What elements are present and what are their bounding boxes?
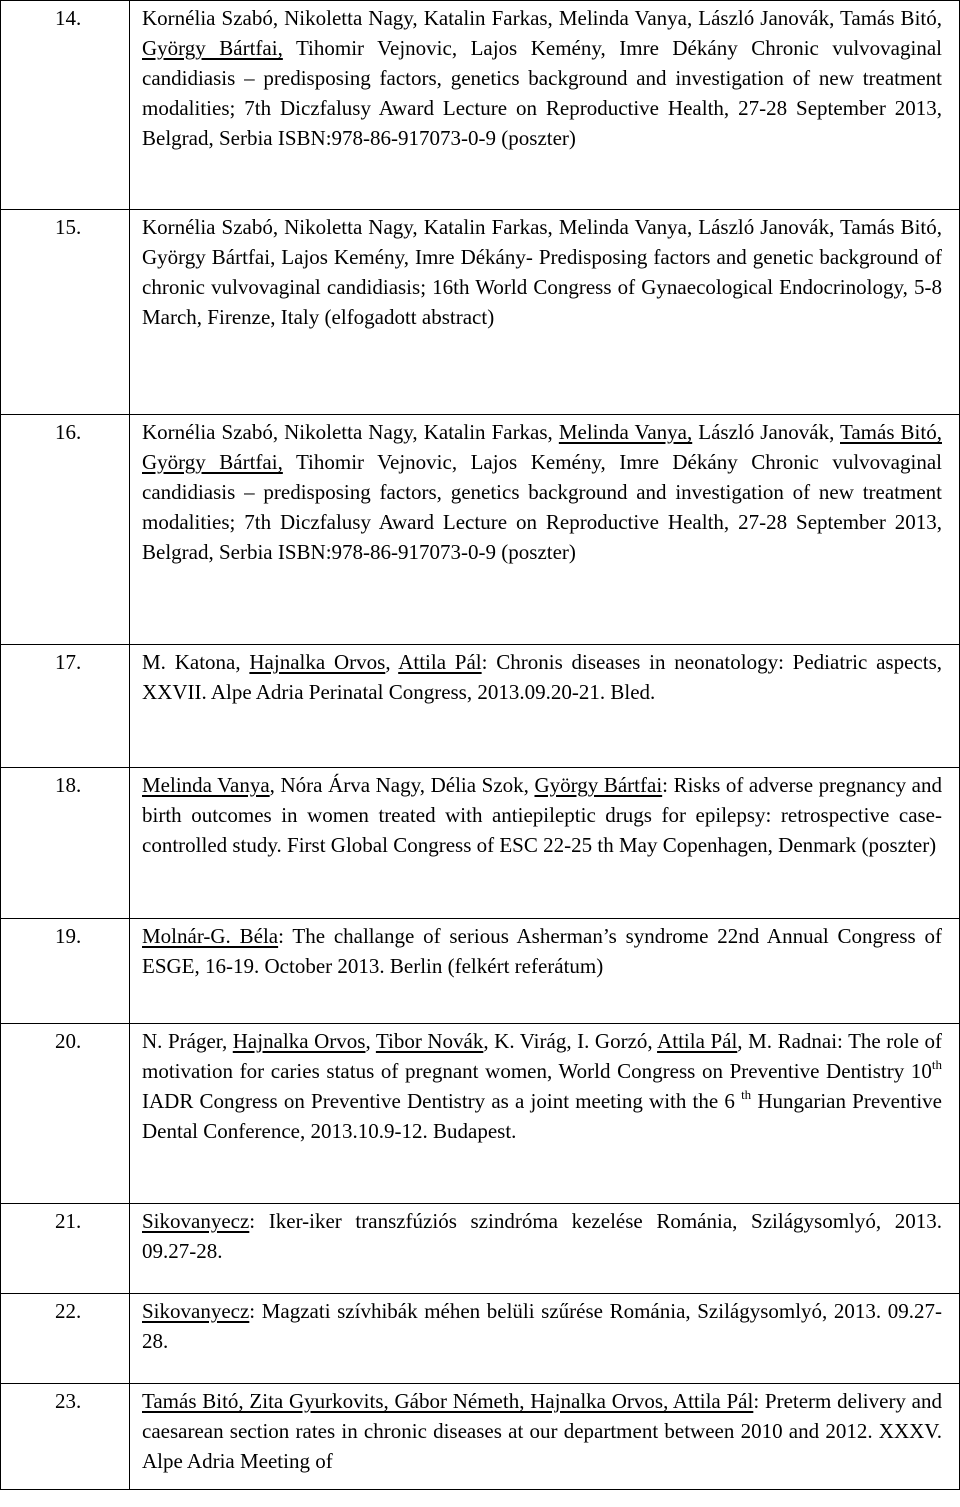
citation-text: Kornélia Szabó, Nikoletta Nagy, Katalin Farkas, bbox=[142, 420, 559, 444]
citation-text: : Risks of adverse pregnancy and birth outcomes in women treated with antiepileptic drugs for epilepsy: retrospective case-controlled study. First Global Congress of ESC 22-25 th May Copenhagen, Denmark (poszter) bbox=[142, 773, 942, 857]
underlined-author: Hajnalka Orvos bbox=[249, 650, 386, 674]
underlined-author: Attila Pál bbox=[398, 650, 482, 674]
publication-row bbox=[1, 645, 960, 768]
citation-text: Kornélia Szabó, Nikoletta Nagy, Katalin Farkas, Melinda Vanya, László Janovák, Tamás Bitó, bbox=[142, 6, 942, 30]
underlined-author: Tamás Bitó, Zita Gyurkovits, Gábor Németh, Hajnalka Orvos, Attila Pál bbox=[142, 1389, 754, 1413]
publication-citation bbox=[130, 1024, 960, 1204]
citation-text: : Iker-iker transzfúziós szindróma kezelése Románia, Szilágysomlyó, 2013. 09.27-28. bbox=[142, 1209, 942, 1263]
publication-row bbox=[1, 1384, 960, 1490]
citation-text: László Janovák, bbox=[692, 420, 840, 444]
underlined-author: Melinda Vanya, bbox=[558, 420, 693, 444]
publication-number: 22. bbox=[1, 1294, 130, 1384]
citation-text: IADR Congress on Preventive Dentistry as a joint meeting with the 6 bbox=[142, 1089, 742, 1113]
publication-row bbox=[1, 768, 960, 919]
citation-text: , K. Virág, I. Gorzó, bbox=[483, 1029, 658, 1053]
publication-citation bbox=[130, 415, 960, 645]
publication-number: 17. bbox=[1, 645, 130, 768]
publication-row bbox=[1, 210, 960, 415]
underlined-author: Tibor Novák bbox=[375, 1029, 484, 1053]
underlined-author: Sikovanyecz bbox=[142, 1299, 250, 1323]
publication-row bbox=[1, 1294, 960, 1384]
publication-citation bbox=[130, 1, 960, 210]
citation-text: M. Katona, bbox=[142, 650, 250, 674]
citation-text: Tihomir Vejnovic, Lajos Kemény, Imre Dékány Chronic vulvovaginal candidiasis – predisposing factors, genetics background and investigation of new treatment modalities; 7th Diczfalusy Award Lecture on Reproductive Health, 27-28 September 2013, Belgrad, Serbia ISBN:978-86-917073-0-9 (poszter) bbox=[142, 36, 942, 150]
underlined-author: György Bártfai bbox=[534, 773, 663, 797]
ordinal-superscript: th bbox=[741, 1087, 752, 1102]
citation-text: , bbox=[365, 1029, 376, 1053]
publication-citation bbox=[130, 1294, 960, 1384]
citation-text: : Magzati szívhibák méhen belüli szűrése Románia, Szilágysomlyó, 2013. 09.27-28. bbox=[142, 1299, 942, 1353]
publication-number: 19. bbox=[1, 919, 130, 1024]
publication-citation bbox=[130, 210, 960, 415]
publication-row bbox=[1, 1, 960, 210]
underlined-author: György Bártfai, bbox=[142, 450, 283, 474]
citation-text: , bbox=[385, 650, 399, 674]
citation-text: , Nóra Árva Nagy, Délia Szok, bbox=[269, 773, 535, 797]
publication-row bbox=[1, 1024, 960, 1204]
publication-number: 21. bbox=[1, 1204, 130, 1294]
citation-text: : The challange of serious Asherman’s syndrome 22nd Annual Congress of ESGE, 16-19. October 2013. Berlin (felkért referátum) bbox=[142, 924, 943, 978]
publication-number: 16. bbox=[1, 415, 130, 645]
publication-number: 20. bbox=[1, 1024, 130, 1204]
ordinal-superscript: th bbox=[931, 1057, 942, 1072]
underlined-author: György Bártfai, bbox=[142, 36, 283, 60]
publication-row bbox=[1, 415, 960, 645]
citation-text: : Preterm delivery and caesarean section rates in chronic diseases at our department between 2010 and 2012. XXXV. Alpe Adria Meeting of bbox=[142, 1389, 943, 1473]
publication-citation bbox=[130, 1384, 960, 1490]
publication-row bbox=[1, 1204, 960, 1294]
underlined-author: Molnár-G. Béla bbox=[142, 924, 279, 948]
citation-text: Hungarian Preventive Dental Conference, 2013.10.9-12. Budapest. bbox=[142, 1089, 942, 1143]
publication-number: 18. bbox=[1, 768, 130, 919]
publication-citation bbox=[130, 1204, 960, 1294]
publication-rows bbox=[1, 1, 960, 1490]
citation-text: : Chronis diseases in neonatology: Pediatric aspects, XXVII. Alpe Adria Perinatal Congress, 2013.09.20-21. Bled. bbox=[142, 650, 942, 704]
citation-text: , M. Radnai: The role of motivation for caries status of pregnant women, World Congress on Preventive Dentistry 10 bbox=[142, 1029, 942, 1083]
citation-text: Tihomir Vejnovic, Lajos Kemény, Imre Dékány Chronic vulvovaginal candidiasis – predisposing factors, genetics background and investigation of new treatment modalities; 7th Diczfalusy Award Lecture on Reproductive Health, 27-28 September 2013, Belgrad, Serbia ISBN:978-86-917073-0-9 (poszter) bbox=[142, 450, 942, 564]
publication-citation bbox=[130, 645, 960, 768]
underlined-author: Tamás Bitó, bbox=[840, 420, 942, 444]
underlined-author: Hajnalka Orvos bbox=[232, 1029, 366, 1053]
publication-number: 15. bbox=[1, 210, 130, 415]
publication-number: 23. bbox=[1, 1384, 130, 1490]
publication-number: 14. bbox=[1, 1, 130, 210]
underlined-author: Melinda Vanya bbox=[142, 773, 270, 797]
underlined-author: Sikovanyecz bbox=[142, 1209, 250, 1233]
publication-citation bbox=[130, 768, 960, 919]
publication-citation bbox=[130, 919, 960, 1024]
underlined-author: Attila Pál bbox=[657, 1029, 738, 1053]
citation-text: N. Práger, bbox=[142, 1029, 233, 1053]
publication-row bbox=[1, 919, 960, 1024]
citation-text: Kornélia Szabó, Nikoletta Nagy, Katalin Farkas, Melinda Vanya, László Janovák, Tamás Bitó, György Bártfai, Lajos Kemény, Imre Dékány- Predisposing factors and genetic background of chronic vulvovaginal candidiasis; 16th World Congress of Gynaecological Endocrinology, 5-8 March, Firenze, Italy (elfogadott abstract) bbox=[142, 215, 942, 329]
